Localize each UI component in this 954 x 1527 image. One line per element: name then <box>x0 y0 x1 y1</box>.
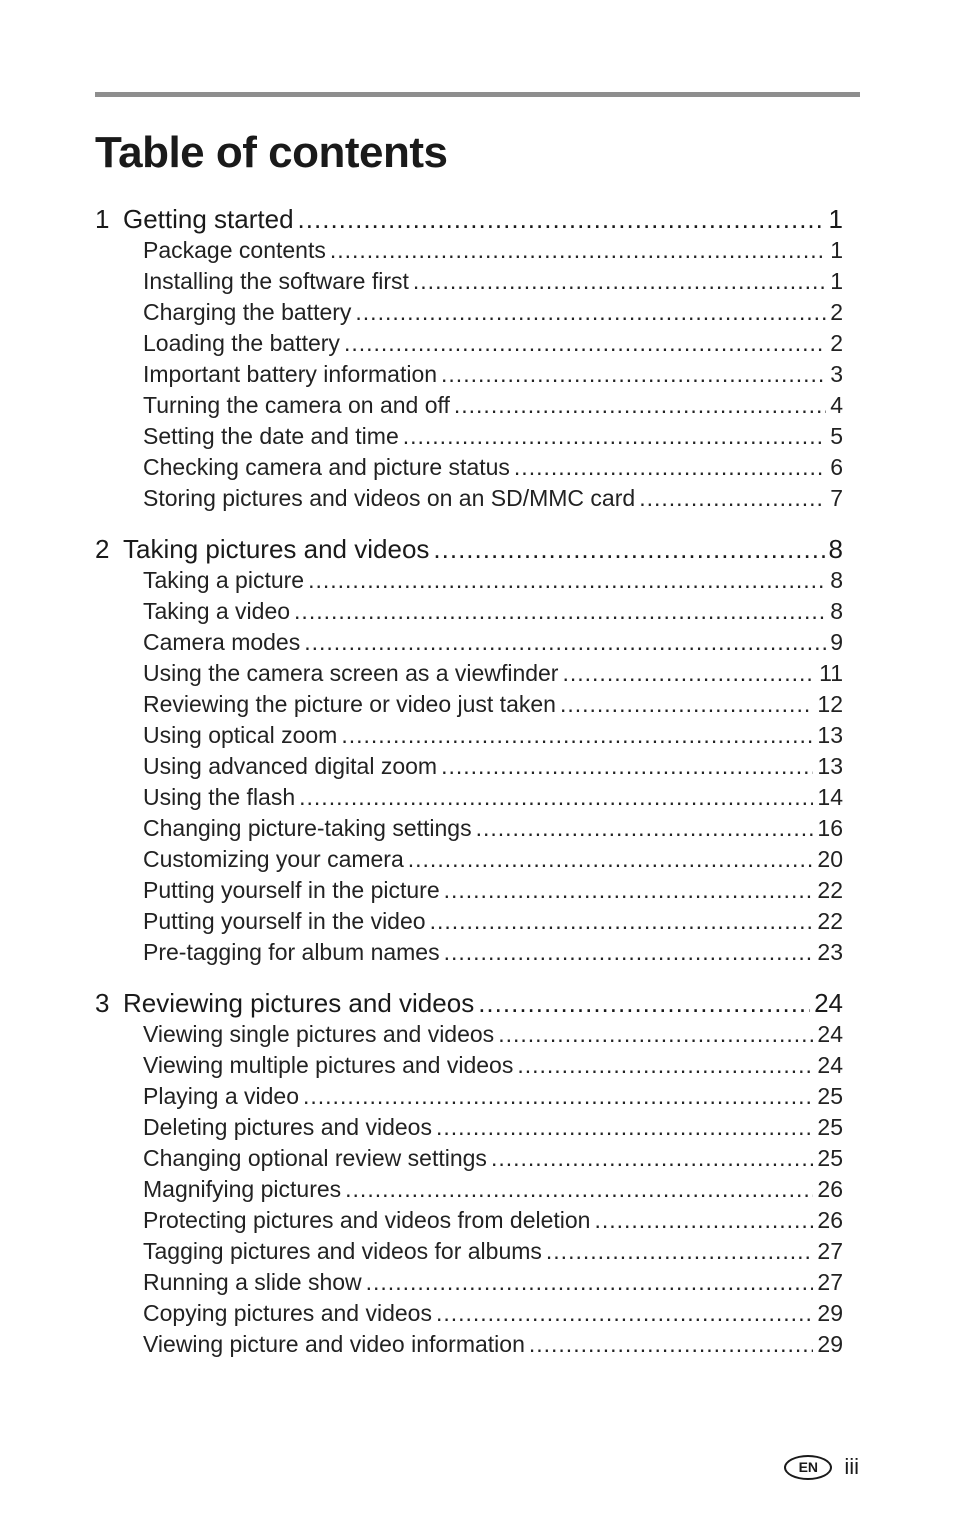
section-title: Copying pictures and videos <box>143 1300 432 1326</box>
section-entry[interactable] <box>95 268 843 299</box>
section-title: Viewing multiple pictures and videos <box>143 1052 514 1078</box>
chapter-title: Reviewing pictures and videos <box>123 988 475 1018</box>
section-entry[interactable] <box>95 1176 843 1207</box>
dot-leader <box>478 988 810 1019</box>
dot-leader <box>341 722 813 749</box>
chapter-entry[interactable] <box>95 534 843 567</box>
section-title: Reviewing the picture or video just taken <box>143 691 556 717</box>
section-page-number: 25 <box>817 1083 843 1109</box>
section-title: Installing the software first <box>143 268 409 294</box>
table-of-contents <box>95 204 843 1380</box>
section-title: Checking camera and picture status <box>143 454 510 480</box>
section-entry[interactable] <box>95 237 843 268</box>
section-title: Viewing picture and video information <box>143 1331 525 1357</box>
section-title: Customizing your camera <box>143 846 404 872</box>
section-entry[interactable] <box>95 392 843 423</box>
section-entry[interactable] <box>95 454 843 485</box>
section-entry[interactable] <box>95 1269 843 1300</box>
chapter-entry[interactable] <box>95 988 843 1021</box>
section-entry[interactable] <box>95 423 843 454</box>
section-entry[interactable] <box>95 598 843 629</box>
dot-leader <box>441 361 826 388</box>
section-page-number: 16 <box>817 815 843 841</box>
chapter-page-number: 1 <box>828 204 843 234</box>
section-entry[interactable] <box>95 660 843 691</box>
section-page-number: 8 <box>830 598 843 624</box>
dot-leader <box>498 1021 813 1048</box>
section-entry[interactable] <box>95 567 843 598</box>
section-title: Using the camera screen as a viewfinder <box>143 660 559 686</box>
section-page-number: 27 <box>817 1238 843 1264</box>
chapter-title: Getting started <box>123 204 294 234</box>
chapter-page-number: 24 <box>814 988 843 1018</box>
section-entry[interactable] <box>95 1331 843 1362</box>
section-entry[interactable] <box>95 1021 843 1052</box>
section-entry[interactable] <box>95 939 843 970</box>
dot-leader <box>476 815 814 842</box>
section-title: Running a slide show <box>143 1269 362 1295</box>
dot-leader <box>491 1145 813 1172</box>
section-title: Taking a picture <box>143 567 305 593</box>
dot-leader <box>546 1238 814 1265</box>
section-title: Charging the battery <box>143 299 352 325</box>
dot-leader <box>330 237 826 264</box>
section-page-number: 25 <box>817 1114 843 1140</box>
chapter-block <box>95 988 843 1362</box>
dot-leader <box>444 939 814 966</box>
section-entry[interactable] <box>95 815 843 846</box>
dot-leader <box>639 485 826 512</box>
section-entry[interactable] <box>95 1083 843 1114</box>
section-page-number: 12 <box>817 691 843 717</box>
section-page-number: 1 <box>830 268 843 294</box>
section-title: Changing optional review settings <box>143 1145 487 1171</box>
dot-leader <box>308 567 826 594</box>
section-title: Loading the battery <box>143 330 340 356</box>
section-page-number: 23 <box>817 939 843 965</box>
section-title: Protecting pictures and videos from deletion <box>143 1207 591 1233</box>
section-title: Changing picture-taking settings <box>143 815 472 841</box>
dot-leader <box>560 691 813 718</box>
section-page-number: 26 <box>817 1176 843 1202</box>
section-entry[interactable] <box>95 485 843 516</box>
section-title: Viewing single pictures and videos <box>143 1021 495 1047</box>
section-page-number: 5 <box>830 423 843 449</box>
section-title: Using optical zoom <box>143 722 338 748</box>
dot-leader <box>355 299 826 326</box>
section-page-number: 29 <box>817 1331 843 1357</box>
section-entry[interactable] <box>95 361 843 392</box>
section-page-number: 22 <box>817 877 843 903</box>
section-title: Using advanced digital zoom <box>143 753 438 779</box>
dot-leader <box>436 1300 813 1327</box>
dot-leader <box>430 908 814 935</box>
section-entry[interactable] <box>95 691 843 722</box>
chapter-number: 3 <box>95 988 110 1018</box>
section-entry[interactable] <box>95 877 843 908</box>
dot-leader <box>366 1269 814 1296</box>
section-title: Taking a video <box>143 598 291 624</box>
section-title: Important battery information <box>143 361 438 387</box>
dot-leader <box>444 877 814 904</box>
section-page-number: 2 <box>830 299 843 325</box>
dot-leader <box>299 784 813 811</box>
section-title: Camera modes <box>143 629 301 655</box>
section-page-number: 26 <box>817 1207 843 1233</box>
section-title: Using the flash <box>143 784 296 810</box>
section-page-number: 7 <box>830 485 843 511</box>
language-badge: EN <box>784 1455 832 1480</box>
section-page-number: 8 <box>830 567 843 593</box>
dot-leader <box>294 598 826 625</box>
section-page-number: 6 <box>830 454 843 480</box>
section-title: Setting the date and time <box>143 423 399 449</box>
section-page-number: 3 <box>830 361 843 387</box>
dot-leader <box>298 204 825 235</box>
dot-leader <box>408 846 814 873</box>
section-title: Storing pictures and videos on an SD/MMC card <box>143 485 636 511</box>
dot-leader <box>517 1052 813 1079</box>
section-entry[interactable] <box>95 629 843 660</box>
section-entry[interactable] <box>95 1238 843 1269</box>
chapter-entry[interactable] <box>95 204 843 237</box>
dot-leader <box>433 534 824 565</box>
section-page-number: 13 <box>817 722 843 748</box>
section-entry[interactable] <box>95 784 843 815</box>
page-footer <box>784 1454 859 1480</box>
chapter-title: Taking pictures and videos <box>123 534 430 564</box>
dot-leader <box>529 1331 814 1358</box>
dot-leader <box>304 629 826 656</box>
section-page-number: 2 <box>830 330 843 356</box>
section-page-number: 9 <box>830 629 843 655</box>
section-entry[interactable] <box>95 846 843 877</box>
section-page-number: 27 <box>817 1269 843 1295</box>
section-page-number: 20 <box>817 846 843 872</box>
section-entry[interactable] <box>95 330 843 361</box>
chapter-number: 2 <box>95 534 110 564</box>
section-entry[interactable] <box>95 908 843 939</box>
dot-leader <box>303 1083 813 1110</box>
section-entry[interactable] <box>95 1145 843 1176</box>
section-page-number: 1 <box>830 237 843 263</box>
dot-leader <box>345 1176 813 1203</box>
section-title: Putting yourself in the picture <box>143 877 440 903</box>
section-title: Tagging pictures and videos for albums <box>143 1238 542 1264</box>
header-rule <box>95 92 860 97</box>
section-title: Putting yourself in the video <box>143 908 426 934</box>
page-title: Table of contents <box>95 128 448 177</box>
section-entry[interactable] <box>95 722 843 753</box>
section-page-number: 4 <box>830 392 843 418</box>
section-entry[interactable] <box>95 299 843 330</box>
section-page-number: 29 <box>817 1300 843 1326</box>
section-page-number: 13 <box>817 753 843 779</box>
section-entry[interactable] <box>95 1052 843 1083</box>
section-entry[interactable] <box>95 1207 843 1238</box>
section-title: Turning the camera on and off <box>143 392 450 418</box>
chapter-block <box>95 204 843 516</box>
section-entry[interactable] <box>95 1114 843 1145</box>
section-page-number: 14 <box>817 784 843 810</box>
dot-leader <box>344 330 826 357</box>
dot-leader <box>454 392 826 419</box>
dot-leader <box>594 1207 813 1234</box>
section-page-number: 25 <box>817 1145 843 1171</box>
section-entry[interactable] <box>95 753 843 784</box>
dot-leader <box>441 753 813 780</box>
section-page-number: 11 <box>819 660 843 686</box>
section-title: Deleting pictures and videos <box>143 1114 432 1140</box>
chapter-block <box>95 534 843 970</box>
dot-leader <box>413 268 826 295</box>
chapter-number: 1 <box>95 204 110 234</box>
dot-leader <box>562 660 815 687</box>
dot-leader <box>436 1114 813 1141</box>
section-page-number: 24 <box>817 1021 843 1047</box>
section-title: Package contents <box>143 237 326 263</box>
dot-leader <box>514 454 826 481</box>
section-entry[interactable] <box>95 1300 843 1331</box>
dot-leader <box>403 423 826 450</box>
section-page-number: 24 <box>817 1052 843 1078</box>
section-page-number: 22 <box>817 908 843 934</box>
chapter-page-number: 8 <box>828 534 843 564</box>
section-title: Pre-tagging for album names <box>143 939 440 965</box>
section-title: Playing a video <box>143 1083 299 1109</box>
section-title: Magnifying pictures <box>143 1176 342 1202</box>
page-number: iii <box>844 1454 859 1479</box>
